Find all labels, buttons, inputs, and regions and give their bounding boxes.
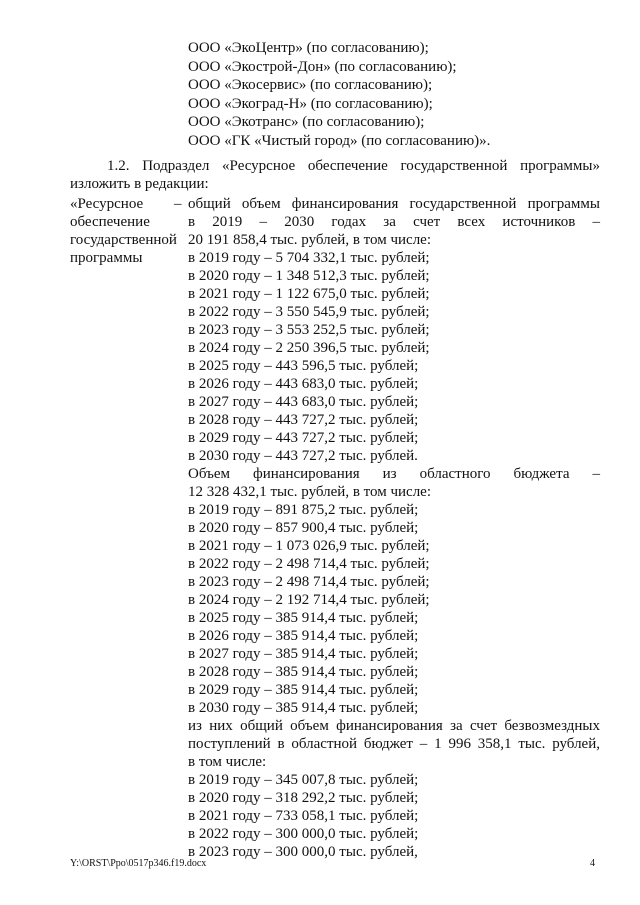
regional-year-item: в 2021 году – 1 073 026,9 тыс. рублей; — [188, 538, 430, 554]
total-year-item: в 2022 году – 3 550 545,9 тыс. рублей; — [188, 304, 430, 320]
resource-label-line: обеспечение — [70, 214, 150, 230]
grant-year-item: в 2021 году – 733 058,1 тыс. рублей; — [188, 808, 419, 824]
org-item: ООО «Экоград-Н» (по согласованию); — [188, 95, 433, 112]
total-year-item: в 2020 году – 1 348 512,3 тыс. рублей; — [188, 268, 430, 284]
regional-funding-amount: 12 328 432,1 тыс. рублей, в том числе: — [188, 484, 432, 500]
total-funding-text: общий объем финансирования государственной программы — [188, 196, 600, 212]
page-number: 4 — [590, 858, 595, 869]
grant-funding-text: из них общий объем финансирования за счет безвозмездных — [188, 718, 600, 734]
org-item: ООО «ГК «Чистый город» (по согласованию)». — [188, 132, 491, 149]
regional-year-item: в 2024 году – 2 192 714,4 тыс. рублей; — [188, 592, 430, 608]
regional-year-item: в 2029 году – 385 914,4 тыс. рублей; — [188, 682, 419, 698]
resource-label-line: государственной — [70, 232, 177, 248]
org-item: ООО «ЭкоЦентр» (по согласованию); — [188, 40, 429, 56]
total-funding-amount: 20 191 858,4 тыс. рублей, в том числе: — [188, 232, 432, 248]
regional-year-item: в 2020 году – 857 900,4 тыс. рублей; — [188, 520, 419, 536]
paragraph-heading-cont: изложить в редакции: — [70, 176, 209, 192]
org-item: ООО «Экотранс» (по согласованию); — [188, 114, 425, 131]
footer-file-path: Y:\ORST\Ppo\0517p346.f19.docx — [70, 858, 207, 869]
grant-year-item: в 2022 году – 300 000,0 тыс. рублей; — [188, 826, 419, 842]
regional-year-item: в 2022 году – 2 498 714,4 тыс. рублей; — [188, 556, 430, 572]
resource-label-line: «Ресурсное — [70, 196, 144, 212]
org-item: ООО «Экосервис» (по согласованию); — [188, 77, 433, 94]
grant-funding-text: в том числе: — [188, 754, 267, 770]
regional-year-item: в 2027 году – 385 914,4 тыс. рублей; — [188, 646, 419, 662]
organization-list — [188, 39, 490, 151]
org-item: ООО «Экострой-Дон» (по согласованию); — [188, 58, 457, 75]
grant-year-item: в 2023 году – 300 000,0 тыс. рублей, — [188, 844, 418, 860]
total-year-item: в 2024 году – 2 250 396,5 тыс. рублей; — [188, 340, 430, 356]
label-dash: – — [174, 196, 182, 212]
regional-year-item: в 2025 году – 385 914,4 тыс. рублей; — [188, 610, 419, 626]
total-year-item: в 2021 году – 1 122 675,0 тыс. рублей; — [188, 286, 430, 302]
regional-year-item: в 2030 году – 385 914,4 тыс. рублей; — [188, 700, 419, 716]
total-year-item: в 2025 году – 443 596,5 тыс. рублей; — [188, 358, 419, 374]
regional-year-item: в 2023 году – 2 498 714,4 тыс. рублей; — [188, 574, 430, 590]
total-year-item: в 2030 году – 443 727,2 тыс. рублей. — [188, 448, 418, 464]
total-year-item: в 2019 году – 5 704 332,1 тыс. рублей; — [188, 250, 430, 266]
regional-year-item: в 2028 году – 385 914,4 тыс. рублей; — [188, 664, 419, 680]
regional-funding-text: Объем финансирования из областного бюджета – — [188, 466, 600, 482]
total-year-item: в 2029 году – 443 727,2 тыс. рублей; — [188, 430, 419, 446]
total-funding-text: в 2019 – 2030 годах за счет всех источников – — [188, 214, 600, 230]
grant-funding-text: поступлений в областной бюджет – 1 996 358,1 тыс. рублей, — [188, 736, 600, 752]
regional-year-item: в 2026 году – 385 914,4 тыс. рублей; — [188, 628, 419, 644]
regional-year-item: в 2019 году – 891 875,2 тыс. рублей; — [188, 502, 419, 518]
total-year-item: в 2028 году – 443 727,2 тыс. рублей; — [188, 412, 419, 428]
paragraph-heading: 1.2. Подраздел «Ресурсное обеспечение государственной программы» — [107, 158, 600, 174]
resource-label-line: программы — [70, 250, 143, 266]
total-year-item: в 2026 году – 443 683,0 тыс. рублей; — [188, 376, 419, 392]
grant-year-item: в 2020 году – 318 292,2 тыс. рублей; — [188, 790, 419, 806]
grant-year-item: в 2019 году – 345 007,8 тыс. рублей; — [188, 772, 419, 788]
total-year-item: в 2027 году – 443 683,0 тыс. рублей; — [188, 394, 419, 410]
total-year-item: в 2023 году – 3 553 252,5 тыс. рублей; — [188, 322, 430, 338]
